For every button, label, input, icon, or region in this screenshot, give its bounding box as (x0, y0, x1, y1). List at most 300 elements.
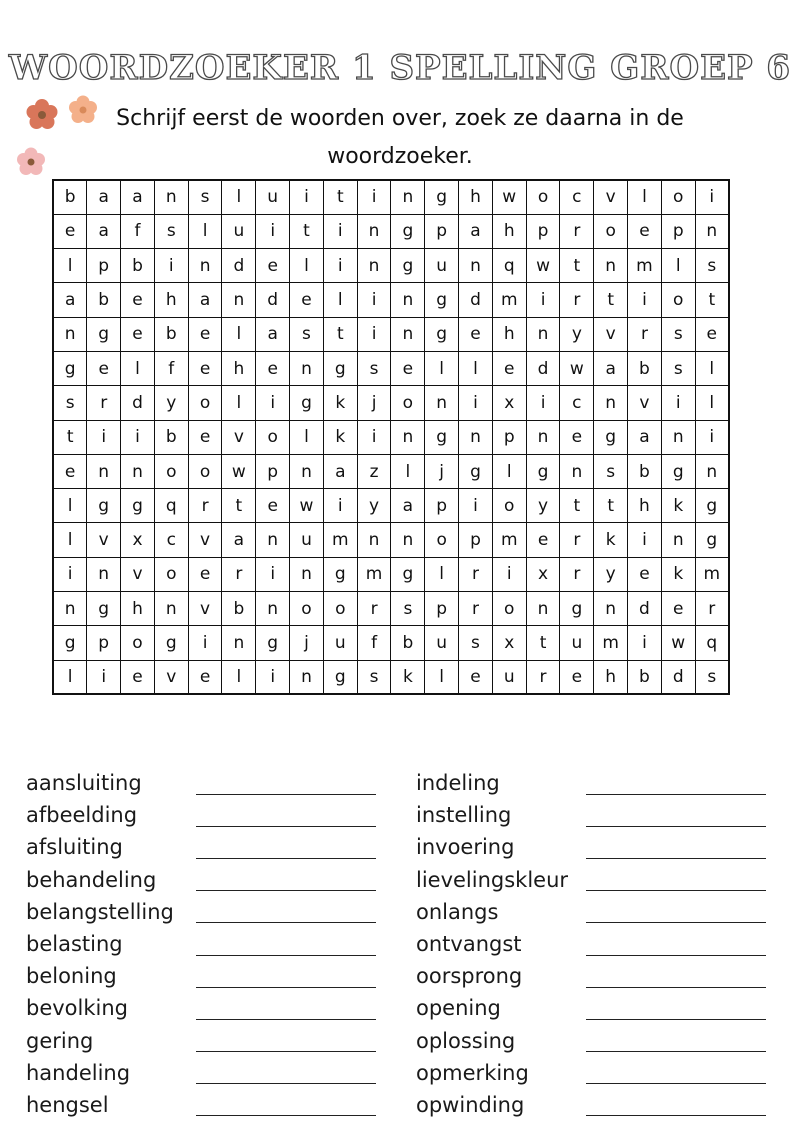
word-label: belangstelling (26, 899, 174, 924)
grid-cell: t (222, 489, 256, 523)
grid-cell: p (87, 626, 121, 660)
grid-cell: t (290, 214, 324, 248)
answer-line[interactable] (586, 955, 766, 956)
word-list-item (26, 864, 376, 896)
answer-line[interactable] (196, 1115, 376, 1116)
grid-cell: s (53, 386, 87, 420)
grid-cell: i (628, 626, 662, 660)
grid-cell: o (154, 454, 188, 488)
word-list-item (416, 1025, 766, 1057)
answer-line[interactable] (586, 1115, 766, 1116)
grid-cell: p (459, 523, 493, 557)
grid-cell: t (53, 420, 87, 454)
flower-icon (69, 96, 97, 124)
grid-cell: n (695, 214, 729, 248)
grid-cell: i (357, 420, 391, 454)
grid-cell: p (87, 249, 121, 283)
answer-line[interactable] (196, 1051, 376, 1052)
grid-cell: r (222, 557, 256, 591)
grid-row (53, 660, 729, 694)
grid-cell: a (53, 283, 87, 317)
grid-cell: d (628, 592, 662, 626)
word-label: ontvangst (416, 932, 522, 957)
answer-line[interactable] (586, 987, 766, 988)
grid-cell: n (256, 523, 290, 557)
grid-cell: v (154, 660, 188, 694)
word-search-grid (52, 179, 730, 695)
grid-cell: i (695, 420, 729, 454)
answer-line[interactable] (196, 1083, 376, 1084)
word-label: gering (26, 1028, 94, 1053)
grid-cell: m (695, 557, 729, 591)
grid-cell: k (594, 523, 628, 557)
grid-cell: t (560, 489, 594, 523)
grid-cell: d (121, 386, 155, 420)
grid-cell: r (628, 317, 662, 351)
grid-cell: n (53, 592, 87, 626)
word-label: invoering (416, 835, 515, 860)
answer-line[interactable] (586, 1083, 766, 1084)
grid-cell: e (391, 351, 425, 385)
grid-cell: a (87, 214, 121, 248)
word-list-item (416, 992, 766, 1024)
word-list-item (26, 992, 376, 1024)
word-list-item (416, 864, 766, 896)
grid-cell: g (391, 214, 425, 248)
grid-cell: o (121, 626, 155, 660)
grid-cell: c (154, 523, 188, 557)
grid-cell: r (560, 523, 594, 557)
grid-cell: g (323, 557, 357, 591)
grid-cell: j (357, 386, 391, 420)
answer-line[interactable] (196, 922, 376, 923)
grid-cell: n (188, 249, 222, 283)
grid-cell: e (188, 317, 222, 351)
grid-cell: t (594, 489, 628, 523)
grid-row (53, 420, 729, 454)
word-label: opmerking (416, 1060, 529, 1085)
word-list-item (26, 831, 376, 863)
grid-cell: e (290, 283, 324, 317)
grid-cell: w (290, 489, 324, 523)
grid-cell: i (256, 557, 290, 591)
grid-cell: a (222, 523, 256, 557)
grid-cell: i (661, 386, 695, 420)
grid-row (53, 249, 729, 283)
grid-cell: i (492, 557, 526, 591)
word-label: belasting (26, 932, 123, 957)
word-list-item (416, 831, 766, 863)
grid-cell: k (323, 420, 357, 454)
grid-cell: n (425, 386, 459, 420)
grid-cell: v (87, 523, 121, 557)
grid-cell: o (492, 592, 526, 626)
grid-cell: s (357, 660, 391, 694)
grid-cell: n (357, 249, 391, 283)
word-list-item (26, 799, 376, 831)
grid-cell: l (628, 180, 662, 214)
grid-cell: w (526, 249, 560, 283)
grid-cell: n (526, 317, 560, 351)
grid-cell: k (661, 557, 695, 591)
word-list-item (416, 896, 766, 928)
grid-cell: e (87, 351, 121, 385)
grid-cell: v (188, 592, 222, 626)
grid-cell: l (323, 283, 357, 317)
grid-cell: o (594, 214, 628, 248)
grid-cell: u (425, 249, 459, 283)
grid-cell: m (628, 249, 662, 283)
word-label: hengsel (26, 1092, 109, 1117)
grid-cell: i (154, 249, 188, 283)
grid-cell: y (526, 489, 560, 523)
grid-cell: l (695, 351, 729, 385)
word-list-item (26, 928, 376, 960)
grid-cell: y (594, 557, 628, 591)
grid-cell: o (188, 454, 222, 488)
grid-cell: e (628, 557, 662, 591)
grid-cell: n (391, 283, 425, 317)
grid-cell: i (87, 660, 121, 694)
grid-cell: o (391, 386, 425, 420)
grid-cell: b (154, 420, 188, 454)
word-label: beloning (26, 964, 117, 989)
grid-cell: v (222, 420, 256, 454)
grid-cell: m (357, 557, 391, 591)
grid-cell: b (391, 626, 425, 660)
grid-cell: p (256, 454, 290, 488)
grid-cell: d (526, 351, 560, 385)
grid-cell: b (628, 660, 662, 694)
grid-cell: u (492, 660, 526, 694)
word-list-item (416, 1057, 766, 1089)
grid-cell: d (459, 283, 493, 317)
grid-cell: i (256, 386, 290, 420)
grid-cell: n (560, 454, 594, 488)
word-label: handeling (26, 1060, 131, 1085)
grid-cell: v (594, 317, 628, 351)
grid-cell: n (256, 592, 290, 626)
grid-row (53, 454, 729, 488)
grid-cell: d (256, 283, 290, 317)
grid-cell: i (357, 283, 391, 317)
grid-cell: g (425, 317, 459, 351)
grid-cell: r (695, 592, 729, 626)
grid-cell: i (459, 489, 493, 523)
grid-cell: h (594, 660, 628, 694)
grid-cell: z (357, 454, 391, 488)
answer-line[interactable] (586, 890, 766, 891)
flower-icon (27, 99, 58, 129)
word-label: bevolking (26, 996, 128, 1021)
grid-cell: n (121, 454, 155, 488)
word-label: opening (416, 996, 501, 1021)
grid-cell: a (256, 317, 290, 351)
grid-cell: u (323, 626, 357, 660)
grid-cell: i (256, 660, 290, 694)
grid-cell: r (560, 214, 594, 248)
grid-cell: i (695, 180, 729, 214)
grid-cell: e (459, 317, 493, 351)
word-label: onlangs (416, 899, 499, 924)
grid-cell: t (560, 249, 594, 283)
grid-cell: q (695, 626, 729, 660)
grid-cell: y (357, 489, 391, 523)
grid-cell: r (87, 386, 121, 420)
grid-cell: l (121, 351, 155, 385)
grid-cell: s (459, 626, 493, 660)
grid-cell: h (154, 283, 188, 317)
grid-cell: s (661, 351, 695, 385)
grid-cell: o (256, 420, 290, 454)
grid-cell: h (459, 180, 493, 214)
word-list-item (416, 1089, 766, 1121)
word-label: behandeling (26, 867, 157, 892)
answer-line[interactable] (196, 858, 376, 859)
grid-cell: e (188, 660, 222, 694)
grid-cell: g (53, 351, 87, 385)
grid-cell: e (492, 351, 526, 385)
grid-cell: r (459, 592, 493, 626)
word-list-item (416, 928, 766, 960)
grid-cell: n (357, 523, 391, 557)
grid-cell: e (526, 523, 560, 557)
grid-cell: i (323, 214, 357, 248)
grid-cell: n (154, 592, 188, 626)
grid-cell: h (492, 317, 526, 351)
grid-cell: g (391, 557, 425, 591)
grid-cell: n (222, 283, 256, 317)
grid-cell: b (628, 454, 662, 488)
grid-cell: l (222, 660, 256, 694)
grid-row (53, 523, 729, 557)
grid-cell: g (594, 420, 628, 454)
word-label: opwinding (416, 1092, 525, 1117)
grid-cell: l (222, 317, 256, 351)
answer-line[interactable] (586, 858, 766, 859)
grid-cell: x (121, 523, 155, 557)
grid-cell: l (53, 660, 87, 694)
grid-cell: u (256, 180, 290, 214)
answer-line[interactable] (196, 987, 376, 988)
grid-cell: n (154, 180, 188, 214)
grid-cell: e (256, 249, 290, 283)
grid-row (53, 180, 729, 214)
grid-cell: g (425, 420, 459, 454)
grid-cell: g (560, 592, 594, 626)
grid-cell: l (53, 523, 87, 557)
grid-cell: y (560, 317, 594, 351)
grid-cell: n (222, 626, 256, 660)
grid-cell: a (87, 180, 121, 214)
grid-cell: l (459, 351, 493, 385)
grid-row (53, 351, 729, 385)
grid-cell: n (526, 420, 560, 454)
grid-cell: j (290, 626, 324, 660)
grid-cell: l (188, 214, 222, 248)
grid-cell: n (357, 214, 391, 248)
grid-cell: q (492, 249, 526, 283)
grid-cell: g (87, 489, 121, 523)
grid-cell: o (425, 523, 459, 557)
grid-cell: u (560, 626, 594, 660)
grid-cell: t (594, 283, 628, 317)
grid-cell: k (661, 489, 695, 523)
grid-cell: g (695, 489, 729, 523)
word-label: lievelingskleur (416, 867, 569, 892)
answer-line[interactable] (196, 1019, 376, 1020)
word-label: instelling (416, 803, 512, 828)
grid-cell: e (695, 317, 729, 351)
grid-cell: i (290, 180, 324, 214)
grid-cell: g (87, 592, 121, 626)
grid-cell: u (222, 214, 256, 248)
grid-cell: b (87, 283, 121, 317)
word-list-item (26, 1025, 376, 1057)
grid-cell: n (459, 420, 493, 454)
grid-cell: e (53, 454, 87, 488)
grid-cell: i (526, 283, 560, 317)
grid-cell: v (188, 523, 222, 557)
grid-cell: e (256, 489, 290, 523)
answer-line[interactable] (586, 922, 766, 923)
grid-cell: n (290, 454, 324, 488)
grid-cell: w (492, 180, 526, 214)
grid-cell: a (459, 214, 493, 248)
grid-cell: n (391, 420, 425, 454)
page-title: WOORDZOEKER 1 SPELLING GROEP 6 (8, 48, 792, 88)
grid-cell: i (628, 523, 662, 557)
grid-cell: l (425, 351, 459, 385)
grid-cell: n (391, 317, 425, 351)
grid-cell: n (290, 351, 324, 385)
grid-cell: g (425, 180, 459, 214)
grid-cell: o (526, 180, 560, 214)
grid-cell: l (425, 660, 459, 694)
grid-cell: n (87, 557, 121, 591)
grid-cell: g (87, 317, 121, 351)
grid-cell: b (222, 592, 256, 626)
grid-cell: q (154, 489, 188, 523)
grid-cell: c (560, 180, 594, 214)
grid-cell: l (425, 557, 459, 591)
grid-cell: g (323, 660, 357, 694)
grid-cell: e (560, 420, 594, 454)
word-label: afbeelding (26, 803, 138, 828)
grid-cell: n (594, 592, 628, 626)
grid-cell: a (121, 180, 155, 214)
answer-line[interactable] (586, 1051, 766, 1052)
grid-cell: l (492, 454, 526, 488)
grid-cell: r (459, 557, 493, 591)
answer-line[interactable] (196, 826, 376, 827)
grid-cell: l (661, 249, 695, 283)
grid-cell: s (661, 317, 695, 351)
grid-cell: m (492, 523, 526, 557)
grid-cell: o (661, 180, 695, 214)
grid-cell: e (53, 214, 87, 248)
grid-cell: m (492, 283, 526, 317)
grid-cell: l (53, 249, 87, 283)
grid-cell: i (628, 283, 662, 317)
grid-cell: s (357, 351, 391, 385)
grid-cell: o (661, 283, 695, 317)
grid-cell: v (121, 557, 155, 591)
grid-cell: n (526, 592, 560, 626)
grid-cell: s (391, 592, 425, 626)
answer-line[interactable] (196, 794, 376, 795)
grid-cell: e (121, 283, 155, 317)
grid-cell: g (53, 626, 87, 660)
word-list-item (26, 1089, 376, 1121)
grid-cell: u (425, 626, 459, 660)
grid-cell: n (87, 454, 121, 488)
grid-cell: b (628, 351, 662, 385)
answer-line[interactable] (586, 794, 766, 795)
grid-cell: n (53, 317, 87, 351)
grid-cell: e (188, 351, 222, 385)
grid-cell: x (492, 626, 526, 660)
grid-cell: n (459, 249, 493, 283)
grid-cell: t (526, 626, 560, 660)
grid-cell: f (154, 351, 188, 385)
answer-line[interactable] (196, 890, 376, 891)
grid-cell: f (121, 214, 155, 248)
grid-row (53, 489, 729, 523)
grid-cell: l (222, 386, 256, 420)
grid-cell: e (661, 592, 695, 626)
grid-cell: i (188, 626, 222, 660)
grid-cell: n (290, 660, 324, 694)
word-label: afsluiting (26, 835, 123, 860)
grid-cell: p (526, 214, 560, 248)
grid-row (53, 592, 729, 626)
grid-cell: n (594, 249, 628, 283)
grid-cell: i (357, 317, 391, 351)
grid-cell: p (425, 592, 459, 626)
answer-line[interactable] (196, 955, 376, 956)
grid-cell: u (290, 523, 324, 557)
grid-cell: s (290, 317, 324, 351)
grid-cell: l (53, 489, 87, 523)
answer-line[interactable] (586, 826, 766, 827)
word-label: oorsprong (416, 964, 523, 989)
grid-cell: l (391, 454, 425, 488)
grid-cell: t (695, 283, 729, 317)
word-list-item (26, 896, 376, 928)
grid-cell: o (323, 592, 357, 626)
grid-cell: a (323, 454, 357, 488)
word-list-item (26, 960, 376, 992)
grid-cell: v (594, 180, 628, 214)
grid-cell: g (154, 626, 188, 660)
grid-cell: g (256, 626, 290, 660)
grid-cell: v (628, 386, 662, 420)
answer-line[interactable] (586, 1019, 766, 1020)
grid-cell: n (695, 454, 729, 488)
grid-cell: t (323, 317, 357, 351)
grid-row (53, 214, 729, 248)
word-list-item (416, 799, 766, 831)
grid-cell: j (425, 454, 459, 488)
grid-cell: n (391, 523, 425, 557)
grid-cell: g (661, 454, 695, 488)
flower-icon (17, 148, 45, 176)
grid-cell: h (121, 592, 155, 626)
grid-cell: a (628, 420, 662, 454)
grid-cell: e (628, 214, 662, 248)
grid-cell: i (526, 386, 560, 420)
